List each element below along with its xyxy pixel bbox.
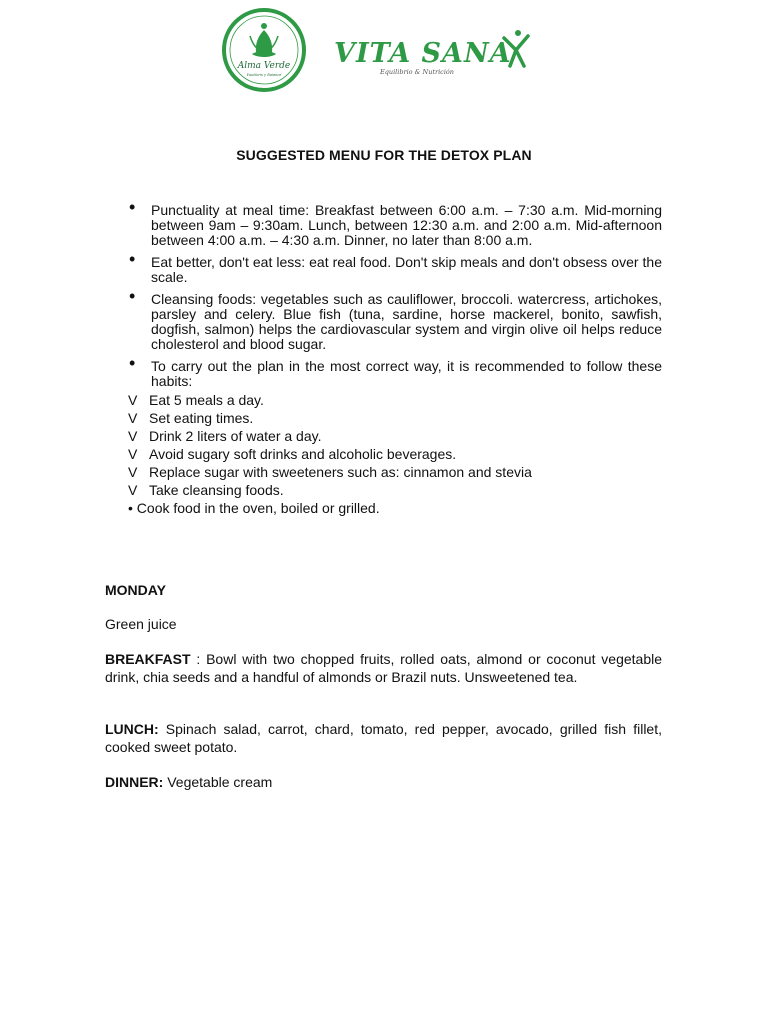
habit-item: V Drink 2 liters of water a day. — [128, 428, 322, 444]
bullet-icon: • — [129, 249, 136, 269]
list-item — [128, 286, 662, 352]
list-item — [128, 249, 662, 285]
check-v-icon: V — [128, 392, 138, 408]
day-heading: MONDAY — [105, 582, 166, 598]
list-item — [128, 197, 662, 248]
recommendations-list — [128, 197, 662, 517]
lunch-label: LUNCH: — [105, 721, 159, 737]
alma-verde-text: Alma Verde — [237, 61, 291, 71]
lunch-text: Spinach salad, carrot, chard, tomato, red pepper, avocado, grilled fish fillet, cooked sweet potato. — [105, 721, 662, 755]
habit-item: V Set eating times. — [128, 410, 254, 426]
check-v-icon: V — [128, 464, 138, 480]
alma-verde-subtext: Equilibrio y Balance — [246, 73, 282, 77]
check-v-icon: V — [128, 482, 138, 498]
breakfast-section — [105, 651, 662, 686]
check-v-icon: V — [128, 446, 138, 462]
habits-list — [128, 391, 662, 517]
dinner-label: DINNER: — [105, 774, 164, 790]
breakfast-text: : Bowl with two chopped fruits, rolled oats, almond or coconut vegetable drink, chia seeds and a handful of almonds or Brazil nuts. Unsweetened tea. — [105, 651, 662, 685]
list-item-text: Punctuality at meal time: Breakfast between 6:00 a.m. – 7:30 a.m. Mid-morning between 9am – 9:30am. Lunch, between 12:30 a.m. and 2:00 a.m. Mid-afternoon between 4:00 a.m. – 4:30 a.m. Dinner, no later than 8:00 a.m. — [151, 202, 662, 248]
list-item-text: Cleansing foods: vegetables such as cauliflower, broccoli. watercress, artichokes, parsley and celery. Blue fish (tuna, sardine, horse mackerel, bonito, sawfish, dogfish, salmon) helps the cardiovascular system and virgin olive oil helps reduce cholesterol and blood sugar. — [151, 291, 662, 352]
bullet-icon: • — [129, 197, 136, 217]
list-item — [128, 353, 662, 389]
check-v-icon: V — [128, 428, 138, 444]
habit-item: V Eat 5 meals a day. — [128, 392, 264, 408]
vita-sana-text: VITA SANA — [334, 38, 512, 69]
dinner-section — [105, 774, 662, 792]
lotus-figure-icon — [250, 23, 278, 57]
lunch-section — [105, 721, 662, 756]
page-title: SUGGESTED MENU FOR THE DETOX PLAN — [236, 147, 532, 163]
cook-line: • Cook food in the oven, boiled or grilled. — [128, 500, 380, 516]
vita-sana-logo — [332, 28, 532, 84]
vita-sana-subtext: Equilibrio & Nutrición — [380, 68, 454, 76]
bullet-icon: • — [129, 286, 136, 306]
alma-verde-logo — [222, 6, 306, 94]
logo-header — [0, 6, 768, 98]
list-item-text: To carry out the plan in the most correct way, it is recommended to follow these habits: — [151, 358, 662, 389]
dinner-text: Vegetable cream — [163, 774, 273, 790]
habit-item: V Take cleansing foods. — [128, 482, 284, 498]
bullet-icon: • — [129, 353, 136, 373]
green-juice: Green juice — [105, 616, 177, 632]
check-v-icon: V — [128, 410, 138, 426]
habit-item: V Avoid sugary soft drinks and alcoholic beverages. — [128, 446, 457, 462]
breakfast-label: BREAKFAST — [105, 651, 191, 667]
list-item-text: Eat better, don't eat less: eat real food. Don't skip meals and don't obsess over the scale. — [151, 254, 662, 285]
habit-item: V Replace sugar with sweeteners such as: cinnamon and stevia — [128, 464, 532, 480]
